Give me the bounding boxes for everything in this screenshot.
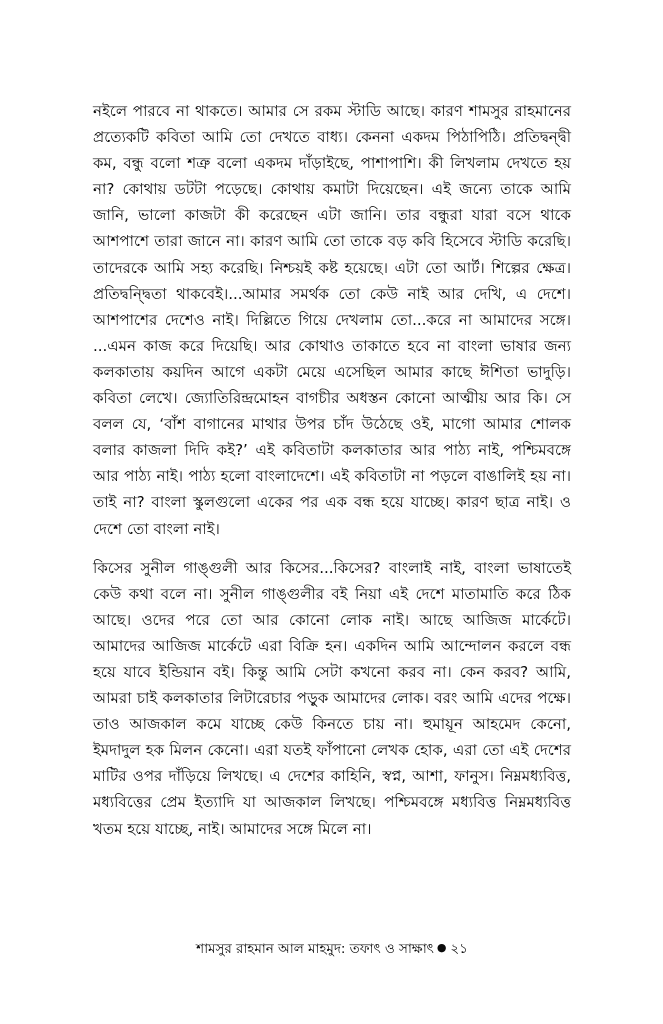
page-footer — [93, 938, 571, 961]
footer-separator-dot: ● — [436, 941, 447, 954]
paragraph-2: কিসের সুনীল গাঙ্গুলী আর কিসের...কিসের? বাংলাই নাই, বাংলা ভাষাতেই কেউ কথা বলে না। সুনীল গাঙ্গুলীর বই নিয়া এই দেশে মাতামাতি করে ঠিক আছে। ওদের পরে তো আর কোনো লোক নাই। আছে আজিজ মার্কেটে। আমাদের আজিজ মার্কেটে এরা বিক্রি হন। একদিন আমি আন্দোলন করলে বন্ধ হয়ে যাবে ইন্ডিয়ান বই। কিন্তু আমি সেটা কখনো করব না। কেন করব? আমি, আমরা চাই কলকাতার লিটারেচার পড়ুক আমাদের লোক। বরং আমি এদের পক্ষে। তাও আজকাল কমে যাচ্ছে কেউ কিনতে চায় না। হুমায়ূন আহমেদ কেনো, ইমদাদুল হক মিলন কেনো। এরা যতই ফাঁপানো লেখক হোক, এরা তো এই দেশের মাটির ওপর দাঁড়িয়ে লিখছে। এ দেশের কাহিনি, স্বপ্ন, আশা, ফানুস। নিম্নমধ্যবিত্ত, মধ্যবিত্তের প্রেম ইত্যাদি যা আজকাল লিখছে। পশ্চিমবঙ্গে মধ্যবিত্ত নিম্নমধ্যবিত্ত খতম হয়ে যাচ্ছে, নাই। আমাদের সঙ্গে মিলে না। — [93, 558, 571, 838]
page-number: ২১ — [450, 941, 468, 957]
footer-title: শামসুর রাহমান আল মাহমুদ: তফাৎ ও সাক্ষাৎ — [196, 941, 434, 957]
body-text-column — [93, 98, 571, 842]
paragraph-1: নইলে পারবে না থাকতে। আমার সে রকম স্টাডি আছে। কারণ শামসুর রাহমানের প্রত্যেকটি কবিতা আমি তো দেখতে বাধ্য। কেননা একদম পিঠাপিঠি। প্রতিদ্বন্দ্বী কম, বন্ধু বলো শত্রু বলো একদম দাঁড়াইছে, পাশাপাশি। কী লিখলাম দেখতে হয় না? কোথায় ডটটা পড়েছে। কোথায় কমাটা দিয়েছেন। এই জন্যে তাকে আমি জানি, ভালো কাজটা কী করেছেন এটা জানি। তার বন্ধুরা যারা বসে থাকে আশপাশে তারা জানে না। কারণ আমি তো তাকে বড় কবি হিসেবে স্টাডি করেছি। তাদেরকে আমি সহ্য করেছি। নিশ্চয়ই কষ্ট হয়েছে। এটা তো আর্ট। শিল্পের ক্ষেত্র। প্রতিদ্বন্দ্বিতা থাকবেই।...আমার সমর্থক তো কেউ নাই আর দেখি, এ দেশে। আশপাশের দেশেও নাই। দিল্লিতে গিয়ে দেখলাম তো...করে না আমাদের সঙ্গে। ...এমন কাজ করে দিয়েছি। আর কোথাও তাকাতে হবে না বাংলা ভাষার জন্য কলকাতায় কয়দিন আগে একটা মেয়ে এসেছিল আমার কাছে ঈশিতা ভাদুড়ি। কবিতা লেখে। জ্যোতিরিন্দ্রমোহন বাগচীর অধস্তন কোনো আত্মীয় আর কি। সে বলল যে, ‘বাঁশ বাগানের মাথার উপর চাঁদ উঠেছে ওই, মাগো আমার শোলক বলার কাজলা দিদি কই?’ এই কবিতাটা কলকাতার আর পাঠ্য নাই, পশ্চিমবঙ্গে আর পাঠ্য নাই। পাঠ্য হলো বাংলাদেশে। এই কবিতাটা না পড়লে বাঙালিই হয় না। তাই না? বাংলা স্কুলগুলো একের পর এক বন্ধ হয়ে যাচ্ছে। কারণ ছাত্র নাই। ও দেশে তো বাংলা নাই। — [93, 102, 571, 538]
